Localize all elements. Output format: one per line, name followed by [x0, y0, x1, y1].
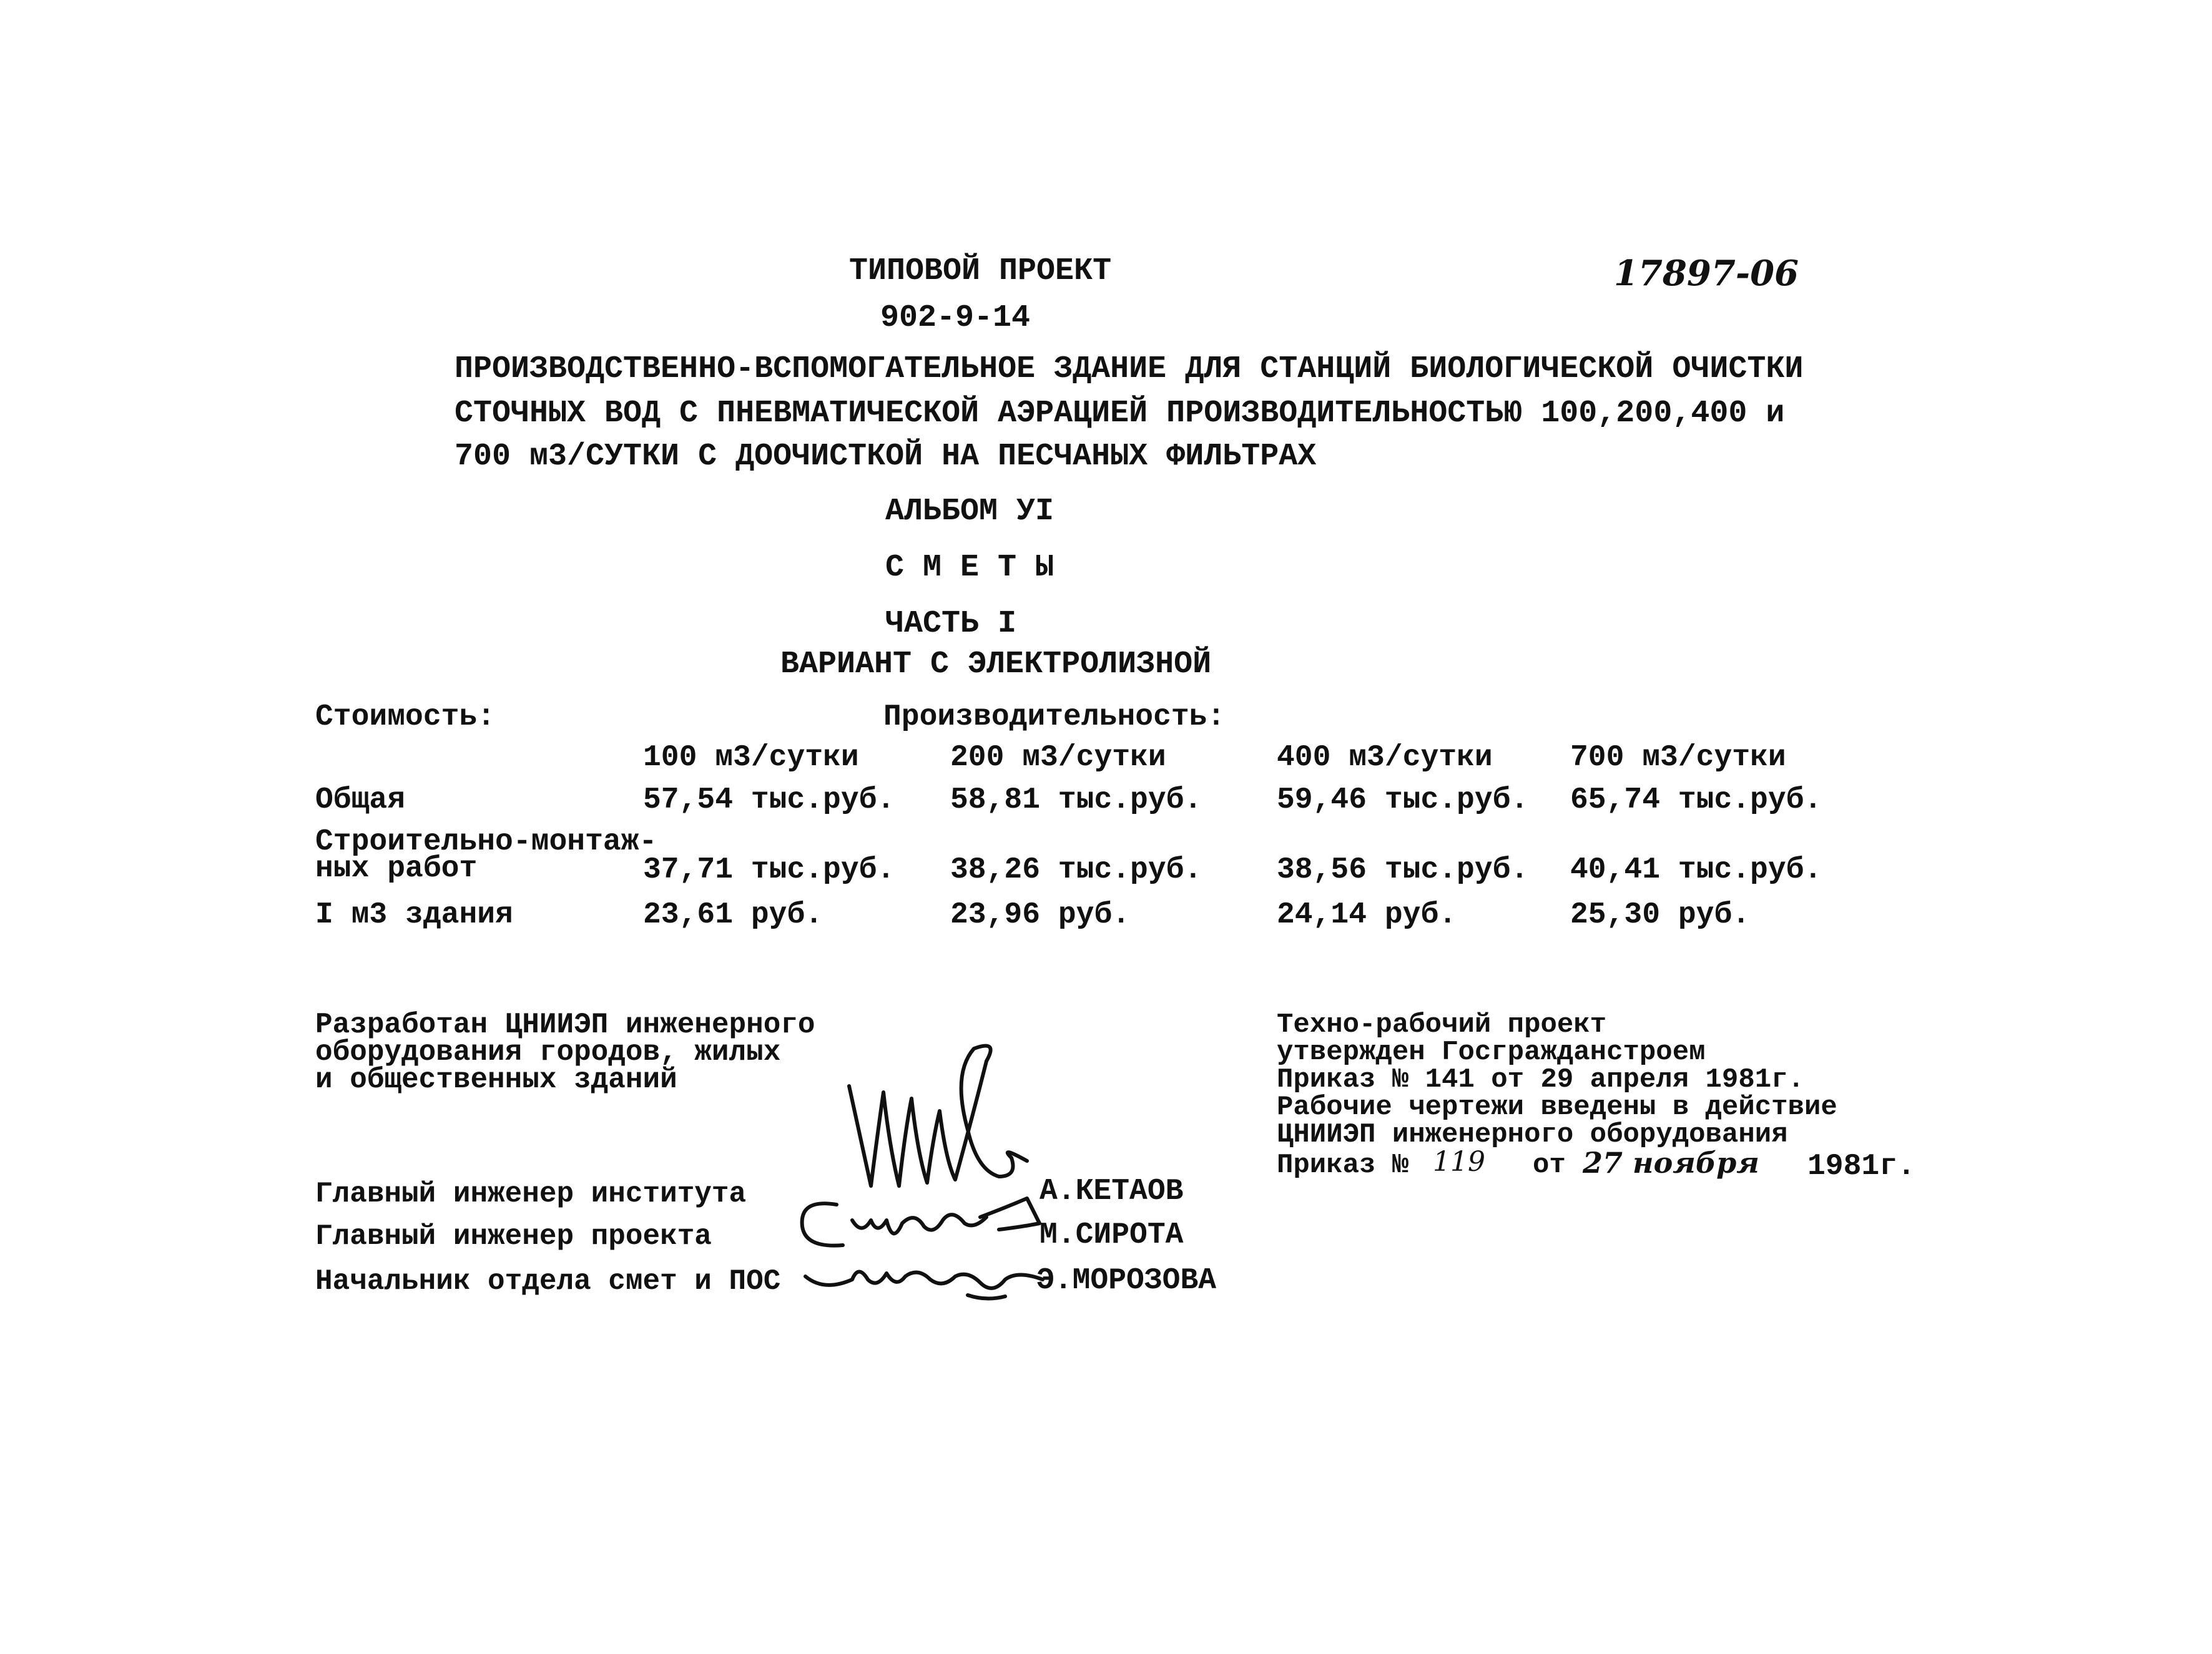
- signatory-name-ketaov: А.КЕТАОВ: [1040, 1175, 1184, 1208]
- approval-order-date: 27 ноября: [1583, 1146, 1759, 1180]
- row-label-total: Общая: [315, 783, 406, 817]
- project-title-line-2: СТОЧНЫХ ВОД С ПНЕВМАТИЧЕСКОЙ АЭРАЦИЕЙ ПРОИЗВОДИТЕЛЬНОСТЬЮ 100,200,400 и: [455, 396, 1785, 431]
- cell-construction-400: 38,56 тыс.руб.: [1277, 853, 1529, 887]
- cell-construction-700: 40,41 тыс.руб.: [1570, 853, 1822, 887]
- signatory-role-head-estimates: Начальник отдела смет и ПОС: [315, 1265, 781, 1298]
- cell-per-m3-400: 24,14 руб.: [1277, 898, 1457, 932]
- album-heading: АЛЬБОМ УI: [885, 494, 1054, 529]
- cell-total-200: 58,81 тыс.руб.: [950, 783, 1202, 817]
- project-type-heading: ТИПОВОЙ ПРОЕКТ: [849, 253, 1112, 289]
- cell-total-400: 59,46 тыс.руб.: [1277, 783, 1529, 817]
- cell-per-m3-700: 25,30 руб.: [1570, 898, 1751, 932]
- column-header-200: 200 м3/сутки: [950, 741, 1166, 775]
- developer-line: Разработан ЦНИИЭП инженерного: [315, 1009, 815, 1041]
- column-header-100: 100 м3/сутки: [643, 741, 859, 775]
- approval-line: ЦНИИЭП инженерного оборудования: [1277, 1119, 1788, 1150]
- approval-block: [1277, 1011, 1837, 1148]
- approval-line: Рабочие чертежи введены в действие: [1277, 1092, 1837, 1123]
- cell-construction-100: 37,71 тыс.руб.: [643, 853, 895, 887]
- row-label-per-m3: I м3 здания: [315, 898, 513, 932]
- section-heading: С М Е Т Ы: [885, 550, 1054, 585]
- developer-line: оборудования городов, жилых: [315, 1036, 781, 1069]
- document-number: 17897-06: [1614, 253, 1799, 294]
- signature-sirota: [793, 1192, 1055, 1261]
- signatory-role-chief-engineer-institute: Главный инженер института: [315, 1178, 747, 1210]
- part-heading: ЧАСТЬ I: [885, 606, 1017, 642]
- approval-line: Техно-рабочий проект: [1277, 1009, 1607, 1040]
- cell-per-m3-100: 23,61 руб.: [643, 898, 823, 932]
- signatory-name-morozova: Э.МОРОЗОВА: [1036, 1264, 1217, 1298]
- approval-order-from: от: [1533, 1150, 1566, 1181]
- cell-total-100: 57,54 тыс.руб.: [643, 783, 895, 817]
- cell-construction-200: 38,26 тыс.руб.: [950, 853, 1202, 887]
- approval-line: Приказ № 141 от 29 апреля 1981г.: [1277, 1064, 1804, 1095]
- project-title-line-1: ПРОИЗВОДСТВЕННО-ВСПОМОГАТЕЛЬНОЕ ЗДАНИЕ ДЛЯ СТАНЦИЙ БИОЛОГИЧЕСКОЙ ОЧИСТКИ: [455, 351, 1804, 387]
- cell-per-m3-200: 23,96 руб.: [950, 898, 1131, 932]
- row-label-construction-2: ных работ: [315, 852, 478, 886]
- signature-morozova: [799, 1251, 1049, 1308]
- developer-line: и общественных зданий: [315, 1064, 677, 1096]
- row-label-construction-1: Строительно-монтаж-: [315, 825, 657, 859]
- approval-order-prefix: Приказ №: [1277, 1150, 1409, 1181]
- variant-heading: ВАРИАНТ С ЭЛЕКТРОЛИЗНОЙ: [780, 647, 1212, 682]
- signatory-name-sirota: М.СИРОТА: [1040, 1218, 1184, 1252]
- project-title-line-3: 700 м3/СУТКИ С ДООЧИСТКОЙ НА ПЕСЧАНЫХ ФИЛЬТРАХ: [455, 439, 1317, 474]
- signatory-role-chief-engineer-project: Главный инженер проекта: [315, 1220, 712, 1253]
- developer-block: [315, 1011, 815, 1094]
- approval-order-year: 1981г.: [1807, 1150, 1915, 1183]
- approval-order-number: 119: [1433, 1146, 1485, 1178]
- cell-total-700: 65,74 тыс.руб.: [1570, 783, 1822, 817]
- column-header-700: 700 м3/сутки: [1570, 741, 1786, 775]
- project-code: 902-9-14: [880, 300, 1031, 336]
- capacity-label: Производительность:: [883, 700, 1226, 734]
- cost-label: Стоимость:: [315, 700, 496, 734]
- column-header-400: 400 м3/сутки: [1277, 741, 1493, 775]
- approval-line: утвержден Госгражданстроем: [1277, 1037, 1706, 1068]
